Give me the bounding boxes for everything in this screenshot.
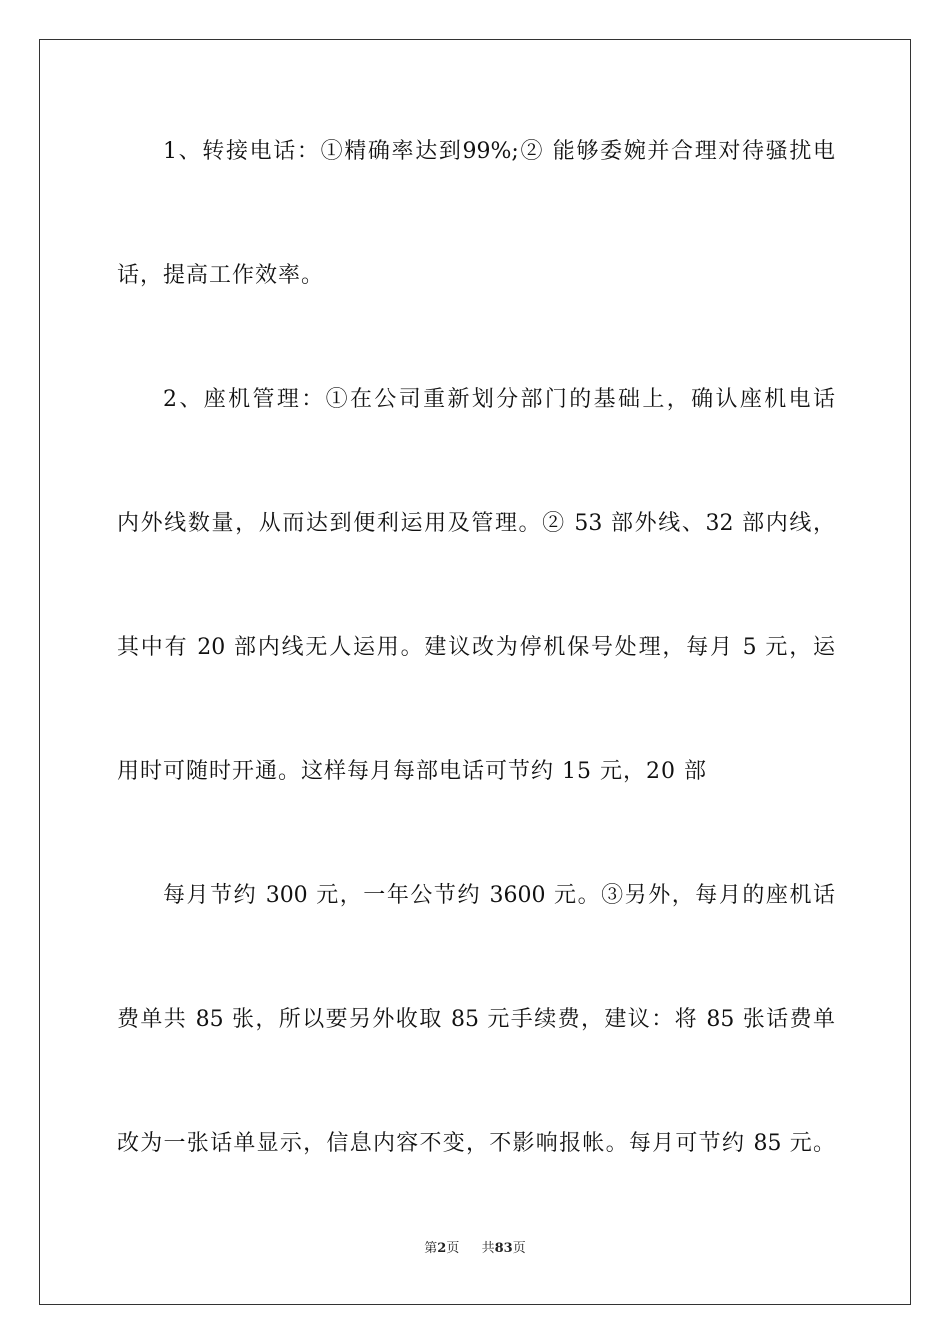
page-number: 2 [437, 1241, 447, 1256]
paragraph-1-line-1: 1、转接电话：①精确率达到99%;② 能够委婉并合理对待骚扰电 [163, 139, 835, 164]
total-prefix: 共 [481, 1241, 495, 1256]
paragraph-3-line-3: 改为一张话单显示，信息内容不变，不影响报帐。每月可节约 85 元。 [117, 1131, 835, 1156]
paragraph-2-line-3: 其中有 20 部内线无人运用。建议改为停机保号处理，每月 5 元，运 [117, 635, 835, 660]
paragraph-1-line-2: 话，提高工作效率。 [117, 263, 325, 288]
paragraph-2-line-2: 内外线数量，从而达到便利运用及管理。② 53 部外线、32 部内线， [117, 511, 835, 536]
page-border [39, 39, 911, 1305]
page-prefix: 第 [424, 1241, 438, 1256]
page-suffix: 页 [446, 1241, 460, 1256]
paragraph-2-line-1: 2、座机管理：①在公司重新划分部门的基础上，确认座机电话 [163, 387, 835, 412]
total-pages: 83 [494, 1241, 513, 1256]
paragraph-3-line-1: 每月节约 300 元，一年公节约 3600 元。③另外，每月的座机话 [163, 883, 835, 908]
paragraph-3-line-2: 费单共 85 张，所以要另外收取 85 元手续费，建议：将 85 张话费单 [117, 1007, 835, 1032]
total-suffix: 页 [512, 1241, 526, 1256]
page-footer [0, 1240, 950, 1258]
paragraph-2-line-4: 用时可随时开通。这样每月每部电话可节约 15 元，20 部 [117, 759, 707, 784]
